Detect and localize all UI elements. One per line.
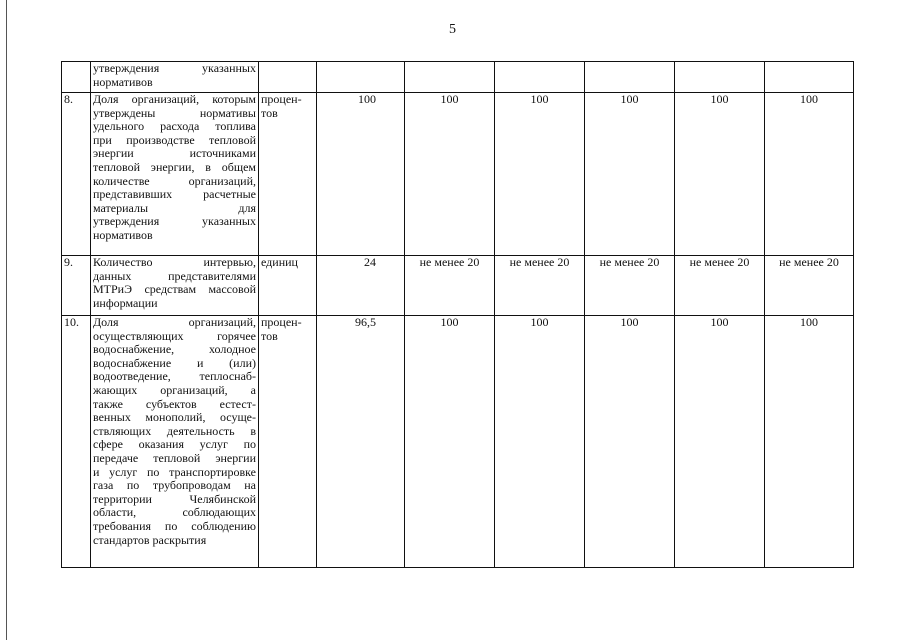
unit-cell — [259, 93, 317, 256]
value-cell: 100 — [317, 93, 405, 256]
value-cell: не менее 20 — [675, 256, 765, 316]
table-row — [62, 256, 854, 316]
indicator-name-line: Доля организаций, — [93, 315, 256, 329]
value-cell: 96,5 — [317, 316, 405, 568]
indicator-name-cell — [91, 93, 259, 256]
table-row — [62, 93, 854, 256]
value-cell: 100 — [675, 93, 765, 256]
row-number-cell — [62, 62, 91, 93]
value-cell: 100 — [765, 316, 854, 568]
indicator-name-line: утверждения указанных — [93, 61, 256, 75]
value-cell — [765, 62, 854, 93]
indicator-name-line: МТРиЭ средствам массовой — [93, 282, 256, 297]
indicator-name-line: при производстве тепловой — [93, 132, 256, 147]
value-cell — [317, 62, 405, 93]
table-row — [62, 316, 854, 568]
indicator-name-line: информации — [93, 295, 158, 310]
page-binding-line — [6, 0, 7, 640]
indicator-name-line: требования по соблюдению — [93, 518, 256, 533]
row-number-cell: 8. — [62, 93, 91, 256]
value-cell: не менее 20 — [405, 256, 495, 316]
value-cell: 100 — [405, 93, 495, 256]
indicator-name-line: водоснабжение и (или) — [93, 355, 256, 370]
indicator-name-line: материалы для — [93, 200, 256, 215]
indicator-name-line: области, соблюдающих — [93, 505, 256, 520]
value-cell — [585, 62, 675, 93]
value-cell: 100 — [675, 316, 765, 568]
indicator-name-line: количестве организаций, — [93, 173, 256, 188]
indicator-name-line: представивших расчетные — [93, 187, 256, 202]
value-cell — [495, 62, 585, 93]
unit-cell — [259, 62, 317, 93]
indicator-name-line: жающих организаций, а — [93, 382, 256, 397]
value-cell — [405, 62, 495, 93]
value-cell: 100 — [585, 93, 675, 256]
indicator-name-line: ствляющих деятельность в — [93, 423, 256, 438]
value-cell: не менее 20 — [585, 256, 675, 316]
unit-line: тов — [261, 105, 278, 120]
indicator-name-line: утверждения указанных — [93, 214, 256, 229]
indicator-name-line: энергии источниками — [93, 146, 256, 161]
indicator-name-line: водоснабжение, холодное — [93, 342, 256, 357]
indicator-name-line: передаче тепловой энергии — [93, 450, 256, 465]
indicators-table — [61, 61, 854, 568]
unit-line: тов — [261, 328, 278, 343]
value-cell — [675, 62, 765, 93]
indicator-name-line: удельного расхода топлива — [93, 119, 256, 134]
indicator-name-line: стандартов раскрытия — [93, 532, 207, 547]
unit-cell — [259, 256, 317, 316]
value-cell: 100 — [495, 316, 585, 568]
unit-line: процен- — [261, 315, 302, 329]
indicators-table-body — [62, 62, 854, 568]
unit-line: единиц — [261, 255, 298, 269]
indicator-name-line: венных монополий, осуще- — [93, 410, 256, 425]
indicator-name-cell — [91, 62, 259, 93]
value-cell: 100 — [495, 93, 585, 256]
indicator-name-line: нормативов — [93, 227, 153, 242]
indicator-name-line: и услуг по транспортировке — [93, 464, 256, 479]
indicator-name-line: газа по трубопроводам на — [93, 478, 256, 493]
indicator-name-line: Доля организаций, которым — [93, 92, 256, 106]
indicator-name-cell — [91, 256, 259, 316]
value-cell: не менее 20 — [765, 256, 854, 316]
indicator-name-line: утверждены нормативы — [93, 105, 256, 120]
indicator-name-line: Количество интервью, — [93, 255, 256, 269]
page-number: 5 — [449, 22, 456, 37]
value-cell: 24 — [317, 256, 405, 316]
indicator-name-line: осуществляющих горячее — [93, 328, 256, 343]
indicator-name-line: сфере оказания услуг по — [93, 437, 256, 452]
row-number-cell: 10. — [62, 316, 91, 568]
indicator-name-line: водоотведение, теплоснаб- — [93, 369, 256, 384]
value-cell: не менее 20 — [495, 256, 585, 316]
unit-cell — [259, 316, 317, 568]
value-cell: 100 — [765, 93, 854, 256]
indicator-name-line: данных представителями — [93, 268, 256, 283]
table-row — [62, 62, 854, 93]
value-cell: 100 — [405, 316, 495, 568]
indicator-name-line: также субъектов естест- — [93, 396, 256, 411]
value-cell: 100 — [585, 316, 675, 568]
indicator-name-line: территории Челябинской — [93, 491, 256, 506]
row-number-cell: 9. — [62, 256, 91, 316]
indicator-name-line: нормативов — [93, 74, 153, 89]
unit-line: процен- — [261, 92, 302, 106]
indicator-name-line: тепловой энергии, в общем — [93, 159, 256, 174]
indicator-name-cell — [91, 316, 259, 568]
